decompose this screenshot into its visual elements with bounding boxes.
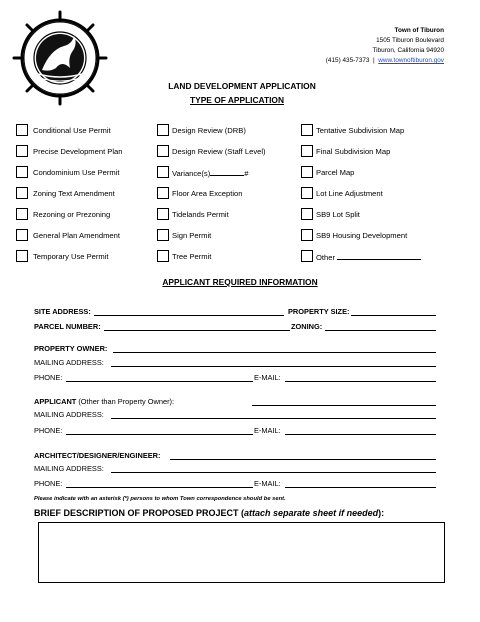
label-rezoning-or-prezoning	[33, 210, 110, 219]
separator: |	[373, 57, 375, 64]
town-seal	[12, 10, 108, 106]
brief-label-main: BRIEF DESCRIPTION OF PROPOSED PROJECT (	[34, 508, 245, 518]
label-parcel-map	[316, 168, 354, 177]
form-title: LAND DEVELOPMENT APPLICATION	[168, 81, 316, 91]
parcel-number-field[interactable]	[104, 330, 290, 331]
type-text: Conditional Use Permit	[33, 126, 111, 135]
type-text: General Plan Amendment	[33, 231, 120, 240]
type-text: SB9 Lot Split	[316, 210, 360, 219]
type-text: Design Review (DRB)	[172, 126, 246, 135]
phone-number: (415) 435-7373	[325, 57, 370, 64]
checkbox-lot-line-adjustment[interactable]	[301, 187, 313, 199]
applicant-mailing-label: MAILING ADDRESS:	[34, 410, 104, 419]
label-sign-permit	[172, 231, 211, 240]
checkbox-tentative-subdivision-map[interactable]	[301, 124, 313, 136]
city-address: Tiburon, California 94920	[372, 47, 444, 54]
property-owner-label: PROPERTY OWNER:	[34, 344, 108, 353]
label-final-subdivision-map	[316, 147, 390, 156]
type-text: Condominium Use Permit	[33, 168, 120, 177]
label-tidelands-permit	[172, 210, 229, 219]
type-text: Rezoning or Prezoning	[33, 210, 111, 219]
owner-phone-label: PHONE:	[34, 373, 63, 382]
applicant-section-title: APPLICANT REQUIRED INFORMATION	[162, 277, 318, 287]
label-precise-development-plan	[33, 147, 122, 156]
architect-email-label: E-MAIL:	[254, 479, 281, 488]
label-zoning-text-amendment	[33, 189, 115, 198]
property-size-label: PROPERTY SIZE:	[288, 307, 350, 316]
brief-description-label	[34, 508, 384, 518]
checkbox-tree-permit[interactable]	[157, 250, 169, 262]
label-sb9-housing-development	[316, 231, 407, 240]
type-text: Final Subdivision Map	[316, 147, 391, 156]
checkbox-variance-s[interactable]	[157, 166, 169, 178]
type-text: Tidelands Permit	[172, 210, 229, 219]
town-name: Town of Tiburon	[394, 27, 444, 34]
owner-email-field[interactable]	[285, 381, 436, 382]
architect-phone-label: PHONE:	[34, 479, 63, 488]
brief-label-attach: attach separate sheet if needed	[244, 508, 379, 518]
label-temporary-use-permit	[33, 252, 109, 261]
architect-mailing-label: MAILING ADDRESS:	[34, 464, 104, 473]
owner-mailing-label: MAILING ADDRESS:	[34, 358, 104, 367]
label-general-plan-amendment	[33, 231, 120, 240]
checkbox-general-plan-amendment[interactable]	[16, 229, 28, 241]
checkbox-other[interactable]	[301, 250, 313, 262]
applicant-field[interactable]	[252, 405, 436, 406]
owner-email-label: E-MAIL:	[254, 373, 281, 382]
checkbox-conditional-use-permit[interactable]	[16, 124, 28, 136]
project-description-box[interactable]	[38, 522, 445, 583]
checkbox-parcel-map[interactable]	[301, 166, 313, 178]
type-text: Variance(s)	[172, 169, 211, 178]
label-floor-area-exception	[172, 189, 243, 198]
checkbox-tidelands-permit[interactable]	[157, 208, 169, 220]
checkbox-final-subdivision-map[interactable]	[301, 145, 313, 157]
checkbox-condominium-use-permit[interactable]	[16, 166, 28, 178]
zoning-field[interactable]	[325, 330, 436, 331]
correspondence-note: Please indicate with an asterisk (*) persons to whom Town correspondence should be sent.	[34, 496, 286, 502]
type-text: Design Review (Staff Level)	[172, 147, 266, 156]
label-tree-permit	[172, 252, 211, 261]
form-subtitle: TYPE OF APPLICATION	[190, 95, 284, 105]
type-text: Other	[316, 253, 335, 262]
type-text: Floor Area Exception	[172, 189, 243, 198]
checkbox-sign-permit[interactable]	[157, 229, 169, 241]
site-address-label: SITE ADDRESS:	[34, 307, 91, 316]
checkbox-temporary-use-permit[interactable]	[16, 250, 28, 262]
applicant-mailing-field[interactable]	[111, 418, 436, 419]
applicant-phone-field[interactable]	[66, 434, 253, 435]
applicant-label: APPLICANT	[34, 397, 77, 406]
owner-mailing-field[interactable]	[111, 366, 436, 367]
checkbox-design-review-drb[interactable]	[157, 124, 169, 136]
type-text: Lot Line Adjustment	[316, 189, 383, 198]
checkbox-design-review-staff-level[interactable]	[157, 145, 169, 157]
street-address: 1505 Tiburon Boulevard	[376, 37, 444, 44]
label-condominium-use-permit	[33, 168, 120, 177]
architect-mailing-field[interactable]	[111, 472, 436, 473]
owner-phone-field[interactable]	[66, 381, 253, 382]
checkbox-floor-area-exception[interactable]	[157, 187, 169, 199]
type-text: Temporary Use Permit	[33, 252, 109, 261]
label-other	[316, 252, 421, 262]
type-text: Tree Permit	[172, 252, 212, 261]
architect-phone-field[interactable]	[66, 487, 253, 488]
type-text: Zoning Text Amendment	[33, 189, 115, 198]
parcel-number-label: PARCEL NUMBER:	[34, 322, 101, 331]
contact-line	[326, 56, 444, 66]
architect-label: ARCHITECT/DESIGNER/ENGINEER:	[34, 451, 161, 460]
applicant-email-label: E-MAIL:	[254, 426, 281, 435]
other-type-field[interactable]	[337, 252, 421, 260]
property-owner-field[interactable]	[113, 352, 436, 353]
label-sb9-lot-split	[316, 210, 360, 219]
checkbox-precise-development-plan[interactable]	[16, 145, 28, 157]
website-link[interactable]: www.townoftiburon.gov	[378, 57, 444, 64]
applicant-email-field[interactable]	[285, 434, 436, 435]
property-size-field[interactable]	[351, 315, 436, 316]
applicant-note: (Other than Property Owner):	[76, 397, 175, 406]
type-text: Sign Permit	[172, 231, 212, 240]
type-text: Tentative Subdivision Map	[316, 126, 405, 135]
applicant-label-line	[34, 397, 174, 406]
applicant-phone-label: PHONE:	[34, 426, 63, 435]
checkbox-sb9-housing-development[interactable]	[301, 229, 313, 241]
site-address-field[interactable]	[94, 315, 284, 316]
type-text: Precise Development Plan	[33, 147, 123, 156]
label-conditional-use-permit	[33, 126, 111, 135]
checkbox-rezoning-or-prezoning[interactable]	[16, 208, 28, 220]
zoning-label: ZONING:	[291, 322, 323, 331]
label-design-review-drb	[172, 126, 246, 135]
architect-email-field[interactable]	[285, 487, 436, 488]
label-lot-line-adjustment	[316, 189, 383, 198]
checkbox-zoning-text-amendment[interactable]	[16, 187, 28, 199]
checkbox-sb9-lot-split[interactable]	[301, 208, 313, 220]
type-text: Parcel Map	[316, 168, 355, 177]
variance-count-field[interactable]	[210, 168, 244, 176]
variance-hash: #	[244, 169, 249, 178]
label-tentative-subdivision-map	[316, 126, 404, 135]
label-design-review-staff-level	[172, 147, 266, 156]
architect-field[interactable]	[170, 459, 436, 460]
brief-label-end: ):	[378, 508, 385, 518]
label-variance-s	[172, 168, 249, 178]
type-text: SB9 Housing Development	[316, 231, 408, 240]
town-address-block	[326, 26, 444, 66]
